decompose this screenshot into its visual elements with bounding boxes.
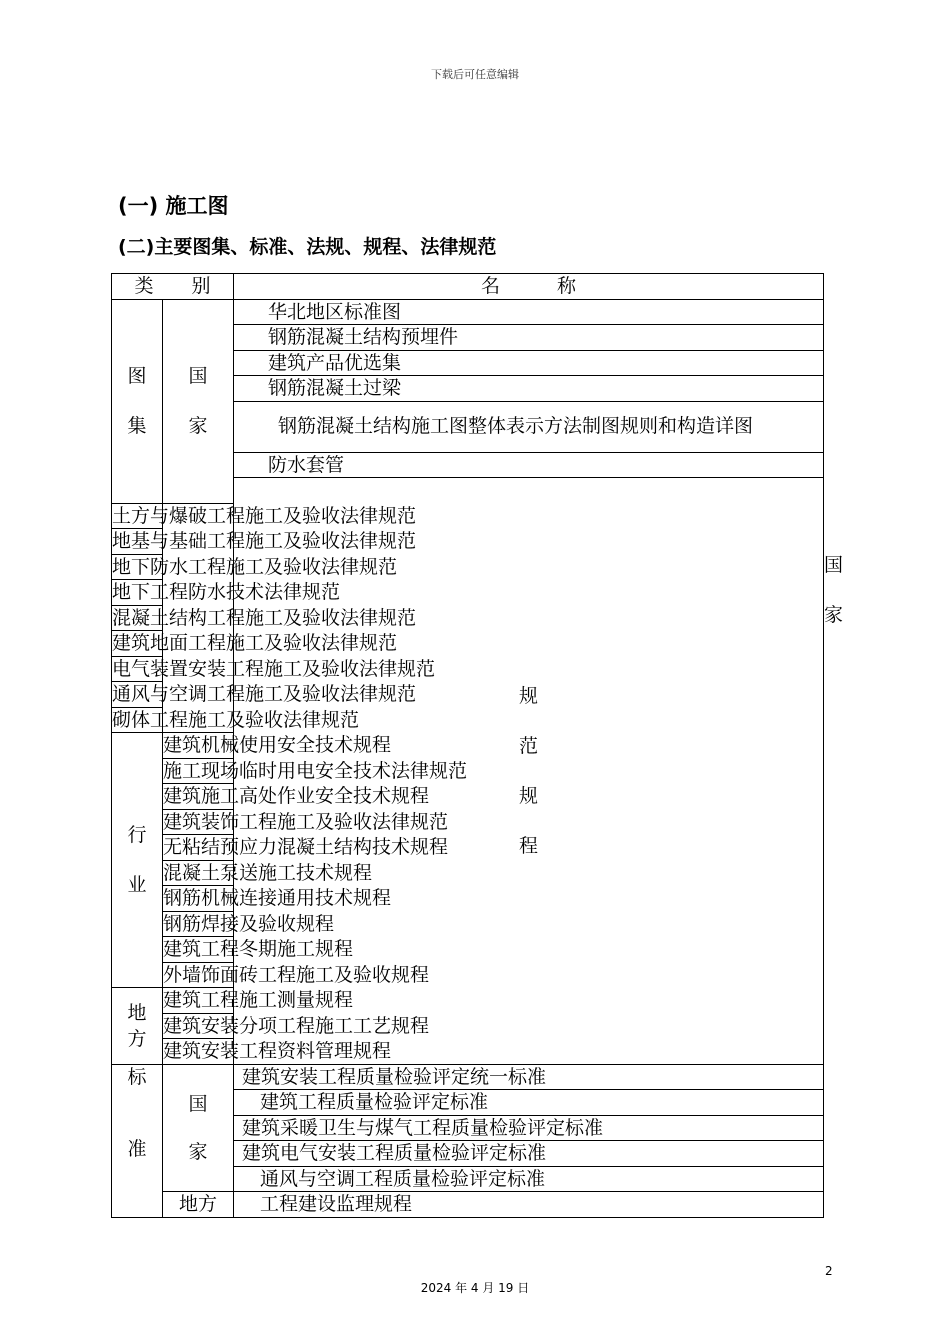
code-item: 建筑工程施工测量规程	[163, 989, 354, 1012]
code-item: 电气装置安装工程施工及验收法律规范	[112, 657, 436, 680]
atlas-item: 钢筋混凝土结构预埋件	[234, 325, 824, 351]
subgroup-codes-industry: 行 业	[112, 733, 163, 988]
page-number: 2	[825, 1264, 833, 1278]
code-item: 土方与爆破工程施工及验收法律规范	[112, 504, 417, 527]
group-standards: 标 准	[112, 1064, 163, 1217]
code-item: 建筑地面工程施工及验收法律规范	[112, 632, 398, 655]
atlas-item: 钢筋混凝土结构施工图整体表示方法制图规则和构造详图	[234, 401, 824, 452]
section-heading-2: (二)主要图集、标准、法规、规程、法律规范	[118, 236, 497, 258]
standard-item: 建筑工程质量检验评定标准	[234, 1090, 824, 1116]
code-item: 建筑安装工程资料管理规程	[163, 1040, 392, 1063]
subgroup-atlas-national: 国 家	[163, 299, 234, 503]
code-item: 混凝土泵送施工技术规程	[163, 861, 373, 884]
atlas-item: 钢筋混凝土过梁	[234, 376, 824, 402]
table-row	[112, 1064, 824, 1090]
code-item: 建筑施工高处作业安全技术规程	[163, 785, 430, 808]
table-row: 规 范 规 程 国 家	[112, 478, 824, 504]
code-item: 地下防水工程施工及验收法律规范	[112, 555, 398, 578]
atlas-item: 防水套管	[234, 452, 824, 478]
group-atlas: 图 集	[112, 299, 163, 503]
table-header-row	[112, 274, 824, 300]
atlas-item: 华北地区标准图	[234, 299, 824, 325]
header-name: 名 称	[234, 274, 824, 300]
code-item: 外墙饰面砖工程施工及验收规程	[163, 963, 430, 986]
table-row	[112, 299, 824, 325]
code-item: 施工现场临时用电安全技术法律规范	[163, 759, 468, 782]
code-item: 砌体工程施工及验收法律规范	[112, 708, 360, 731]
code-item: 地基与基础工程施工及验收法律规范	[112, 530, 417, 553]
group-codes: 规 范 规 程	[234, 478, 824, 1065]
standard-item: 建筑采暖卫生与煤气工程质量检验评定标准	[234, 1115, 824, 1141]
code-item: 通风与空调工程施工及验收法律规范	[112, 683, 417, 706]
standard-item: 工程建设监理规程	[234, 1192, 824, 1218]
page-footer-date: 2024 年 4 月 19 日	[420, 1281, 530, 1295]
subgroup-standards-national: 国 家	[163, 1064, 234, 1192]
page-header: 下载后可任意编辑	[431, 68, 519, 81]
standards-table	[111, 273, 844, 1218]
standard-item: 通风与空调工程质量检验评定标准	[234, 1166, 824, 1192]
code-item: 建筑工程冬期施工规程	[163, 938, 354, 961]
header-category: 类 别	[112, 274, 234, 300]
standard-item: 建筑安装工程质量检验评定统一标准	[234, 1064, 824, 1090]
code-item: 无粘结预应力混凝土结构技术规程	[163, 836, 449, 859]
code-item: 建筑安装分项工程施工工艺规程	[163, 1014, 430, 1037]
code-item: 建筑装饰工程施工及验收法律规范	[163, 810, 449, 833]
code-item: 地下工程防水技术法律规范	[112, 581, 341, 604]
subgroup-codes-local: 地 方	[112, 988, 163, 1065]
code-item: 钢筋焊接及验收规程	[163, 912, 335, 935]
code-item: 混凝土结构工程施工及验收法律规范	[112, 606, 417, 629]
standard-item: 建筑电气安装工程质量检验评定标准	[234, 1141, 824, 1167]
code-item: 建筑机械使用安全技术规程	[163, 734, 392, 757]
atlas-item: 建筑产品优选集	[234, 350, 824, 376]
table-row	[112, 1192, 824, 1218]
subgroup-standards-local: 地方	[163, 1192, 234, 1218]
section-heading-1: (一) 施工图	[118, 194, 229, 218]
code-item: 钢筋机械连接通用技术规程	[163, 887, 392, 910]
